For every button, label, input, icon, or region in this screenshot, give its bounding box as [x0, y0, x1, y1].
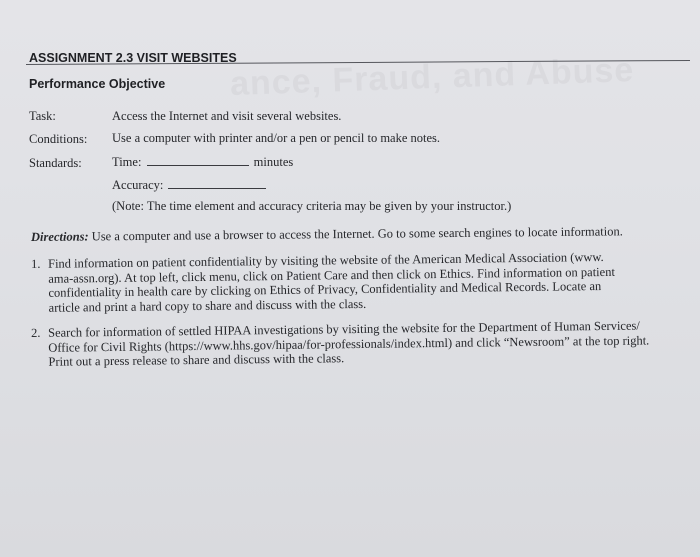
list-item	[31, 249, 682, 315]
standards-label: Standards:	[29, 156, 82, 170]
time-blank	[147, 155, 249, 166]
conditions-label: Conditions:	[29, 132, 88, 146]
assignment-title: ASSIGNMENT 2.3 VISIT WEBSITES	[29, 51, 237, 65]
list-item-number: 1.	[31, 256, 41, 271]
accuracy-label: Accuracy:	[112, 178, 164, 192]
task-value: Access the Internet and visit several websites.	[112, 109, 342, 123]
time-row	[112, 155, 293, 170]
directions-text: Use a computer and use a browser to access the Internet. Go to some search engines to locate information.	[91, 224, 623, 244]
list-item-number: 2.	[31, 325, 41, 340]
time-unit: minutes	[253, 155, 294, 169]
list-item-text: Find information on patient confidentiality by visiting the website of the American Medical Association (www. ama-assn.org). At top left, click menu, click on Patient Care and then click on Ethics. Find information on patient confidentiality in health care by clicking on Ethics of Privacy, Confidentiality and Medical Records. Locate an article and print a hard copy to share and discuss with the class.	[47, 250, 615, 315]
bleed-through-text: ance, Fraud, and Abuse	[229, 50, 635, 104]
time-label: Time:	[112, 155, 142, 169]
instructor-note: (Note: The time element and accuracy criteria may be given by your instructor.)	[112, 199, 512, 213]
conditions-value: Use a computer with printer and/or a pen or pencil to make notes.	[112, 131, 441, 145]
list-item	[31, 318, 681, 369]
directions-label: Directions:	[30, 229, 89, 244]
accuracy-blank	[168, 178, 266, 189]
task-label: Task:	[29, 109, 56, 123]
performance-objective-heading: Performance Objective	[29, 77, 166, 91]
directions-paragraph	[31, 224, 686, 245]
list-item-text: Search for information of settled HIPAA investigations by visiting the website for the Department of Human Services/ Office for Civil Rights (https://www.hhs.gov/hipaa/for-professionals/index.html) and click “Newsroom” at the top right. Print out a press release to share and discuss with the class.	[47, 318, 650, 369]
accuracy-row	[112, 178, 266, 193]
